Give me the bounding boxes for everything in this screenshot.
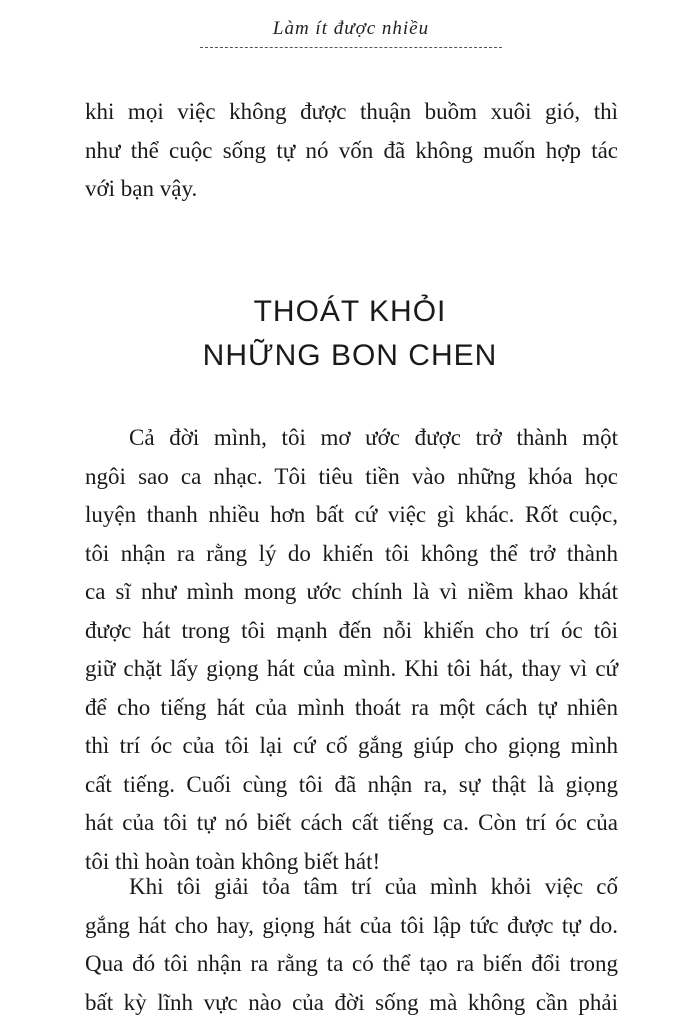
text-line: như thể cuộc sống tự nó vốn đã không muốn hợp tác	[85, 137, 618, 163]
section-heading-line: NHỮNG BON CHEN	[202, 339, 498, 372]
text-line: được hát trong tôi mạnh đến nỗi khiến cho trí óc tôi	[85, 617, 618, 643]
text-line: bất kỳ lĩnh vực nào của đời sống mà không cần phải	[85, 989, 618, 1015]
body-paragraph-1	[85, 419, 618, 881]
text-line: luyện thanh nhiều hơn bất cứ việc gì khác. Rốt cuộc,	[85, 502, 618, 527]
running-header-title: Làm ít được nhiều	[272, 18, 430, 39]
text-line: hát của tôi tự nó biết cách cất tiếng ca. Còn trí óc của	[85, 810, 618, 835]
text-line: với bạn vậy.	[85, 176, 198, 201]
text-line: ngôi sao ca nhạc. Tôi tiêu tiền vào những khóa học	[85, 463, 618, 489]
text-line: khi mọi việc không được thuận buồm xuôi gió, thì	[85, 99, 618, 124]
text-line: cất tiếng. Cuối cùng tôi đã nhận ra, sự thật là giọng	[85, 771, 618, 797]
text-line: Khi tôi giải tỏa tâm trí của mình khỏi việc cố	[129, 874, 618, 899]
section-heading-line: THOÁT KHỎI	[253, 295, 447, 328]
text-line: để cho tiếng hát của mình thoát ra một cách tự nhiên	[85, 694, 618, 720]
intro-paragraph	[85, 93, 618, 209]
text-line: gắng hát cho hay, giọng hát của tôi lập tức được tự do.	[85, 912, 618, 938]
text-line: giữ chặt lấy giọng hát của mình. Khi tôi hát, thay vì cứ	[85, 656, 618, 681]
text-line: Cả đời mình, tôi mơ ước được trở thành một	[129, 425, 618, 450]
text-line: ca sĩ như mình mong ước chính là vì niềm khao khát	[85, 579, 618, 604]
text-line: thì trí óc của tôi lại cứ cố gắng giúp cho giọng mình	[85, 733, 618, 758]
section-heading	[0, 290, 700, 378]
text-line: Qua đó tôi nhận ra rằng ta có thể tạo ra biến đổi trong	[85, 951, 618, 976]
header-divider	[200, 47, 502, 48]
text-line: tôi thì hoàn toàn không biết hát!	[85, 848, 381, 874]
text-line: tôi nhận ra rằng lý do khiến tôi không thể trở thành	[85, 540, 618, 566]
body-paragraph-2	[85, 868, 618, 1022]
